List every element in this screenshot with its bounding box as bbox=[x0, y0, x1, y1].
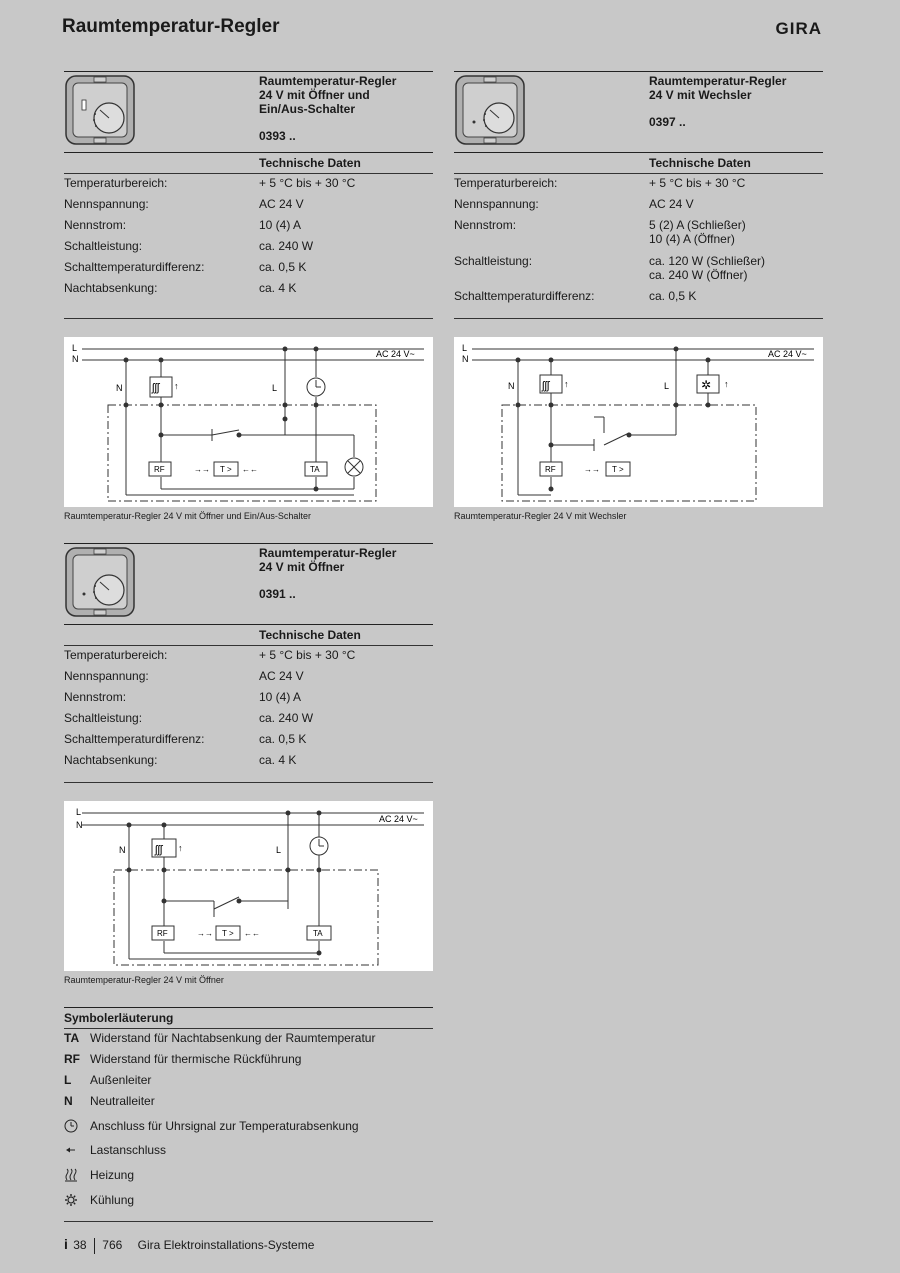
svg-text:TA: TA bbox=[313, 929, 323, 938]
svg-text:→→: →→ bbox=[197, 929, 213, 938]
svg-text:↑: ↑ bbox=[174, 381, 179, 391]
section-number: 38 bbox=[73, 1238, 87, 1252]
diagram-caption: Raumtemperatur-Regler 24 V mit Öffner und Ein/Aus-Schalter bbox=[64, 511, 311, 521]
heating-icon bbox=[64, 1168, 78, 1182]
svg-text:N: N bbox=[462, 354, 469, 364]
svg-text:L: L bbox=[76, 807, 82, 817]
device-0397-image bbox=[454, 74, 526, 146]
svg-text:RF: RF bbox=[157, 929, 168, 938]
divider bbox=[64, 152, 433, 153]
tech-data-heading: Technische Daten bbox=[259, 628, 361, 642]
svg-text:✲: ✲ bbox=[701, 378, 712, 392]
svg-text:N: N bbox=[72, 354, 79, 364]
diagram-caption: Raumtemperatur-Regler 24 V mit Wechsler bbox=[454, 511, 627, 521]
svg-text:ʃʃʃ: ʃʃʃ bbox=[152, 382, 160, 394]
info-icon: i bbox=[64, 1236, 68, 1252]
brand-logo: GIRA bbox=[775, 19, 822, 38]
svg-text:↑: ↑ bbox=[724, 379, 729, 389]
product-title-0397: Raumtemperatur-Regler 24 V mit Wechsler bbox=[649, 74, 787, 102]
tech-data-heading: Technische Daten bbox=[649, 156, 751, 170]
product-title-0393: Raumtemperatur-Regler 24 V mit Öffner und Ein/Aus-Schalter bbox=[259, 74, 397, 116]
svg-text:T >: T > bbox=[220, 465, 232, 474]
divider bbox=[454, 71, 823, 72]
svg-text:AC 24 V~: AC 24 V~ bbox=[379, 814, 418, 824]
svg-text:L: L bbox=[72, 343, 78, 353]
footer-separator bbox=[94, 1238, 95, 1254]
divider bbox=[64, 645, 433, 646]
divider bbox=[64, 173, 433, 174]
svg-text:ʃʃʃ: ʃʃʃ bbox=[155, 844, 163, 856]
svg-text:←←: ←← bbox=[242, 465, 258, 474]
divider bbox=[64, 543, 433, 544]
divider bbox=[64, 782, 433, 783]
legend-heading: Symbolerläuterung bbox=[64, 1011, 174, 1025]
load-arrow-icon bbox=[64, 1143, 78, 1157]
wiring-diagram-0397 bbox=[454, 337, 823, 507]
page-number: 766 bbox=[102, 1238, 123, 1252]
divider bbox=[64, 1221, 433, 1222]
divider bbox=[454, 173, 823, 174]
device-0391-image bbox=[64, 546, 136, 618]
device-0393-image bbox=[64, 74, 136, 146]
svg-text:N: N bbox=[116, 383, 123, 393]
divider bbox=[454, 152, 823, 153]
wiring-diagram-0391 bbox=[64, 801, 433, 971]
svg-text:↑: ↑ bbox=[178, 843, 183, 853]
page-title: Raumtemperatur-Regler bbox=[62, 16, 280, 37]
divider bbox=[64, 624, 433, 625]
footer-text: Gira Elektroinstallations-Systeme bbox=[137, 1238, 315, 1252]
clock-icon bbox=[64, 1119, 78, 1133]
footer bbox=[64, 1236, 314, 1254]
svg-text:L: L bbox=[276, 845, 282, 855]
svg-text:AC 24 V~: AC 24 V~ bbox=[768, 349, 807, 359]
tech-data-heading: Technische Daten bbox=[259, 156, 361, 170]
svg-text:L: L bbox=[462, 343, 468, 353]
svg-text:L: L bbox=[664, 381, 670, 391]
diagram-caption: Raumtemperatur-Regler 24 V mit Öffner bbox=[64, 975, 224, 985]
svg-text:RF: RF bbox=[545, 465, 556, 474]
divider bbox=[64, 71, 433, 72]
svg-text:N: N bbox=[119, 845, 126, 855]
svg-text:→→: →→ bbox=[194, 465, 210, 474]
svg-text:TA: TA bbox=[310, 465, 320, 474]
svg-text:RF: RF bbox=[154, 465, 165, 474]
divider bbox=[64, 1007, 433, 1008]
svg-text:L: L bbox=[272, 383, 278, 393]
divider bbox=[454, 318, 823, 319]
svg-text:T >: T > bbox=[222, 929, 234, 938]
divider bbox=[64, 1028, 433, 1029]
product-title-0391: Raumtemperatur-Regler 24 V mit Öffner bbox=[259, 546, 397, 574]
article-number: 0391 .. bbox=[259, 587, 296, 601]
article-number: 0393 .. bbox=[259, 129, 296, 143]
svg-text:ʃʃʃ: ʃʃʃ bbox=[542, 380, 550, 392]
wiring-diagram-0393 bbox=[64, 337, 433, 507]
divider bbox=[64, 318, 433, 319]
cooling-icon bbox=[64, 1193, 78, 1207]
article-number: 0397 .. bbox=[649, 115, 686, 129]
svg-text:N: N bbox=[76, 820, 83, 830]
svg-text:→→: →→ bbox=[584, 465, 600, 474]
svg-text:N: N bbox=[508, 381, 515, 391]
svg-text:AC 24 V~: AC 24 V~ bbox=[376, 349, 415, 359]
svg-text:↑: ↑ bbox=[564, 379, 569, 389]
svg-text:←←: ←← bbox=[244, 929, 260, 938]
svg-text:T >: T > bbox=[612, 465, 624, 474]
